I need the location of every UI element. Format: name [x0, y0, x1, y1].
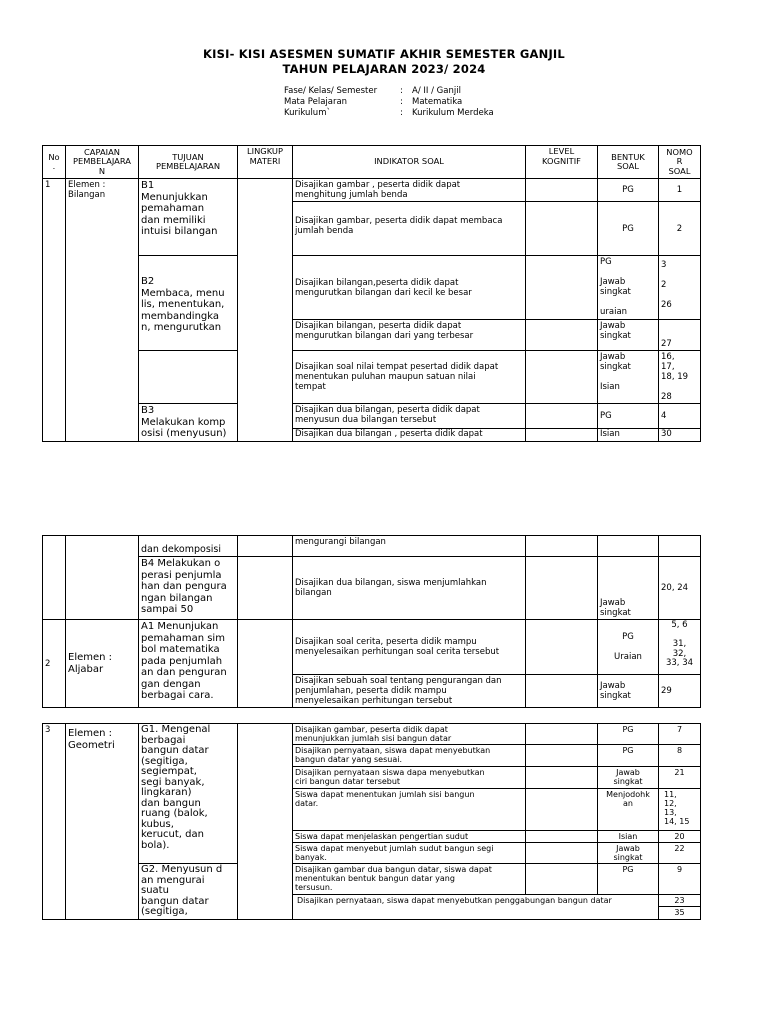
col-header-level: LEVEL KOGNITIF	[526, 146, 598, 179]
cell-nomor: 16, 17, 18, 19 28	[659, 351, 701, 404]
col-header-tp: TUJUAN PEMBELAJARAN	[139, 146, 238, 179]
cell-lingkup	[238, 536, 293, 557]
cell-tp: G2. Menyusun d an mengurai suatu bangun datar (segitiga,	[139, 864, 238, 920]
cell-lingkup	[238, 620, 293, 708]
meta-key: Fase/ Kelas/ Semester	[284, 86, 378, 96]
cell-lingkup	[238, 179, 293, 442]
meta-row-mapel	[284, 97, 494, 108]
cell-nomor: 29	[659, 675, 701, 708]
table-row	[43, 620, 701, 675]
cell-indikator: Disajikan dua bilangan , peserta didik dapat	[293, 428, 526, 441]
cell-indikator: Disajikan bilangan, peserta didik dapat mengurutkan bilangan dari yang terbesar	[293, 320, 526, 351]
col-header-cp: CAPAIAN PEMBELAJARA N	[66, 146, 139, 179]
cell-bentuk: PG Jawab singkat uraian	[598, 256, 659, 320]
cell-indikator: mengurangi bilangan	[293, 536, 526, 557]
cell-cp: Elemen : Geometri	[66, 724, 139, 920]
kisi-table-bilangan	[42, 145, 701, 442]
cell-bentuk: PG	[598, 745, 659, 767]
cell-nomor: 22	[659, 843, 701, 864]
meta-row-fase	[284, 86, 494, 97]
meta-key: Mata Pelajaran	[284, 97, 348, 107]
cell-nomor: 21	[659, 767, 701, 789]
cell-tp: G1. Mengenal berbagai bangun datar (segitiga, segiempat, segi banyak, lingkaran) dan bangun ruang (balok, kubus, kerucut, dan bola).	[139, 724, 238, 864]
header-row	[43, 146, 701, 179]
cell-level	[526, 843, 598, 864]
cell-level	[526, 767, 598, 789]
cell-no: 3	[43, 724, 66, 920]
cell-nomor: 1	[659, 179, 701, 202]
table-row	[43, 256, 701, 320]
cell-no	[43, 536, 66, 620]
cell-bentuk: PG	[598, 179, 659, 202]
cell-cp	[66, 536, 139, 620]
table-row	[43, 536, 701, 557]
table-row	[43, 351, 701, 404]
cell-lingkup	[238, 724, 293, 920]
cell-level	[526, 404, 598, 429]
cell-nomor: 3 2 26	[659, 256, 701, 320]
cell-nomor: 27	[659, 320, 701, 351]
cell-nomor: 30	[659, 428, 701, 441]
cell-tp: B4 Melakukan o perasi penjumla han dan pengura ngan bilangan sampai 50	[139, 557, 238, 620]
cell-bentuk: Jawab singkat	[598, 675, 659, 708]
cell-cp: Elemen : Aljabar	[66, 620, 139, 708]
cell-nomor: 23	[659, 895, 701, 907]
cell-nomor: 8	[659, 745, 701, 767]
cell-nomor: 20, 24	[659, 557, 701, 620]
meta-key: Kurikulum`	[284, 108, 331, 118]
cell-level	[526, 202, 598, 256]
cell-indikator: Disajikan gambar, peserta didik dapat menunjukkan jumlah sisi bangun datar	[293, 724, 526, 745]
document-title: KISI- KISI ASESMEN SUMATIF AKHIR SEMESTER GANJIL	[203, 47, 565, 61]
cell-bentuk: Jawab singkat Isian	[598, 351, 659, 404]
cell-level	[526, 745, 598, 767]
document-subtitle: TAHUN PELAJARAN 2023/ 2024	[282, 62, 486, 76]
col-header-nomor: NOMO R SOAL	[659, 146, 701, 179]
cell-indikator: Disajikan gambar , peserta didik dapat menghitung jumlah benda	[293, 179, 526, 202]
table-row	[43, 557, 701, 620]
cell-level	[526, 256, 598, 320]
cell-bentuk: Jawab singkat	[598, 843, 659, 864]
cell-nomor: 11, 12, 13, 14, 15	[659, 789, 701, 831]
cell-level	[526, 536, 598, 557]
cell-bentuk: PG Uraian	[598, 620, 659, 675]
meta-value: Kurikulum Merdeka	[412, 108, 494, 118]
cell-tp: B1 Menunjukkan pemahaman dan memiliki intuisi bilangan	[139, 179, 238, 256]
table-row	[43, 179, 701, 202]
cell-level	[526, 351, 598, 404]
document-meta	[284, 86, 494, 119]
col-header-no: No .	[43, 146, 66, 179]
cell-indikator	[293, 907, 659, 919]
cell-bentuk: Isian	[598, 831, 659, 843]
cell-indikator: Siswa dapat menentukan jumlah sisi bangun datar.	[293, 789, 526, 831]
cell-nomor	[659, 536, 701, 557]
meta-value: A/ II / Ganjil	[412, 86, 461, 96]
cell-cp: Elemen : Bilangan	[66, 179, 139, 442]
cell-indikator: Disajikan pernyataan, siswa dapat menyebutkan penggabungan bangun datar	[293, 895, 659, 907]
cell-tp: A1 Menunjukan pemahaman sim bol matematika pada penjumlah an dan penguran gan dengan berbagai cara.	[139, 620, 238, 708]
cell-level	[526, 320, 598, 351]
cell-bentuk: PG	[598, 404, 659, 429]
cell-level	[526, 620, 598, 675]
cell-tp: B2 Membaca, menu lis, menentukan, membandingka n, mengurutkan	[139, 256, 238, 351]
cell-bentuk: Isian	[598, 428, 659, 441]
cell-indikator: Disajikan gambar, peserta didik dapat membaca jumlah benda	[293, 202, 526, 256]
cell-indikator: Disajikan pernyataan, siswa dapat menyebutkan bangun datar yang sesuai.	[293, 745, 526, 767]
cell-indikator: Disajikan bilangan,peserta didik dapat mengurutkan bilangan dari kecil ke besar	[293, 256, 526, 320]
cell-level	[526, 675, 598, 708]
cell-level	[526, 789, 598, 831]
cell-level	[526, 831, 598, 843]
cell-bentuk: PG	[598, 724, 659, 745]
cell-bentuk: Jawab singkat	[598, 320, 659, 351]
cell-nomor: 4	[659, 404, 701, 429]
table-row	[43, 724, 701, 745]
meta-row-kurikulum	[284, 108, 494, 119]
cell-level	[526, 428, 598, 441]
cell-bentuk: PG	[598, 864, 659, 895]
meta-colon: :	[400, 97, 403, 107]
col-header-lingkup: LINGKUP MATERI	[238, 146, 293, 179]
cell-indikator: Disajikan gambar dua bangun datar, siswa dapat menentukan bentuk bangun datar yang tersusun.	[293, 864, 526, 895]
cell-tp	[139, 351, 238, 404]
cell-level	[526, 864, 598, 895]
table-row	[43, 404, 701, 429]
cell-indikator: Siswa dapat menjelaskan pengertian sudut	[293, 831, 526, 843]
cell-nomor: 20	[659, 831, 701, 843]
cell-nomor: 35	[659, 907, 701, 919]
cell-indikator: Disajikan soal nilai tempat pesertad didik dapat menentukan puluhan maupun satuan nilai tempat	[293, 351, 526, 404]
cell-indikator: Disajikan soal cerita, peserta didik mampu menyelesaikan perhitungan soal cerita tersebut	[293, 620, 526, 675]
kisi-table-geometri	[42, 723, 701, 920]
cell-indikator: Disajikan dua bilangan, siswa menjumlahkan bilangan	[293, 557, 526, 620]
col-header-indikator: INDIKATOR SOAL	[293, 146, 526, 179]
cell-bentuk: Jawab singkat	[598, 767, 659, 789]
table-row	[43, 864, 701, 895]
cell-bentuk: Menjodohk an	[598, 789, 659, 831]
col-header-bentuk: BENTUK SOAL	[598, 146, 659, 179]
cell-level	[526, 557, 598, 620]
cell-level	[526, 724, 598, 745]
meta-colon: :	[400, 108, 403, 118]
cell-bentuk: PG	[598, 202, 659, 256]
cell-level	[526, 179, 598, 202]
cell-nomor: 7	[659, 724, 701, 745]
cell-lingkup	[238, 557, 293, 620]
cell-nomor: 5, 6 31, 32, 33, 34	[659, 620, 701, 675]
cell-bentuk: Jawab singkat	[598, 557, 659, 620]
cell-nomor: 2	[659, 202, 701, 256]
cell-tp: dan dekomposisi	[139, 536, 238, 557]
cell-indikator: Disajikan dua bilangan, peserta didik dapat menyusun dua bilangan tersebut	[293, 404, 526, 429]
kisi-table-aljabar	[42, 535, 701, 708]
cell-indikator: Disajikan pernyataan siswa dapa menyebutkan ciri bangun datar tersebut	[293, 767, 526, 789]
cell-nomor: 9	[659, 864, 701, 895]
cell-tp: B3 Melakukan komp osisi (menyusun)	[139, 404, 238, 442]
cell-bentuk	[598, 536, 659, 557]
meta-colon: :	[400, 86, 403, 96]
cell-indikator: Siswa dapat menyebut jumlah sudut bangun segi banyak.	[293, 843, 526, 864]
cell-no: 1	[43, 179, 66, 442]
meta-value: Matematika	[412, 97, 463, 107]
cell-indikator: Disajikan sebuah soal tentang pengurangan dan penjumlahan, peserta didik mampu menyelesaikan perhitungan tersebut	[293, 675, 526, 708]
cell-no: 2	[43, 620, 66, 708]
